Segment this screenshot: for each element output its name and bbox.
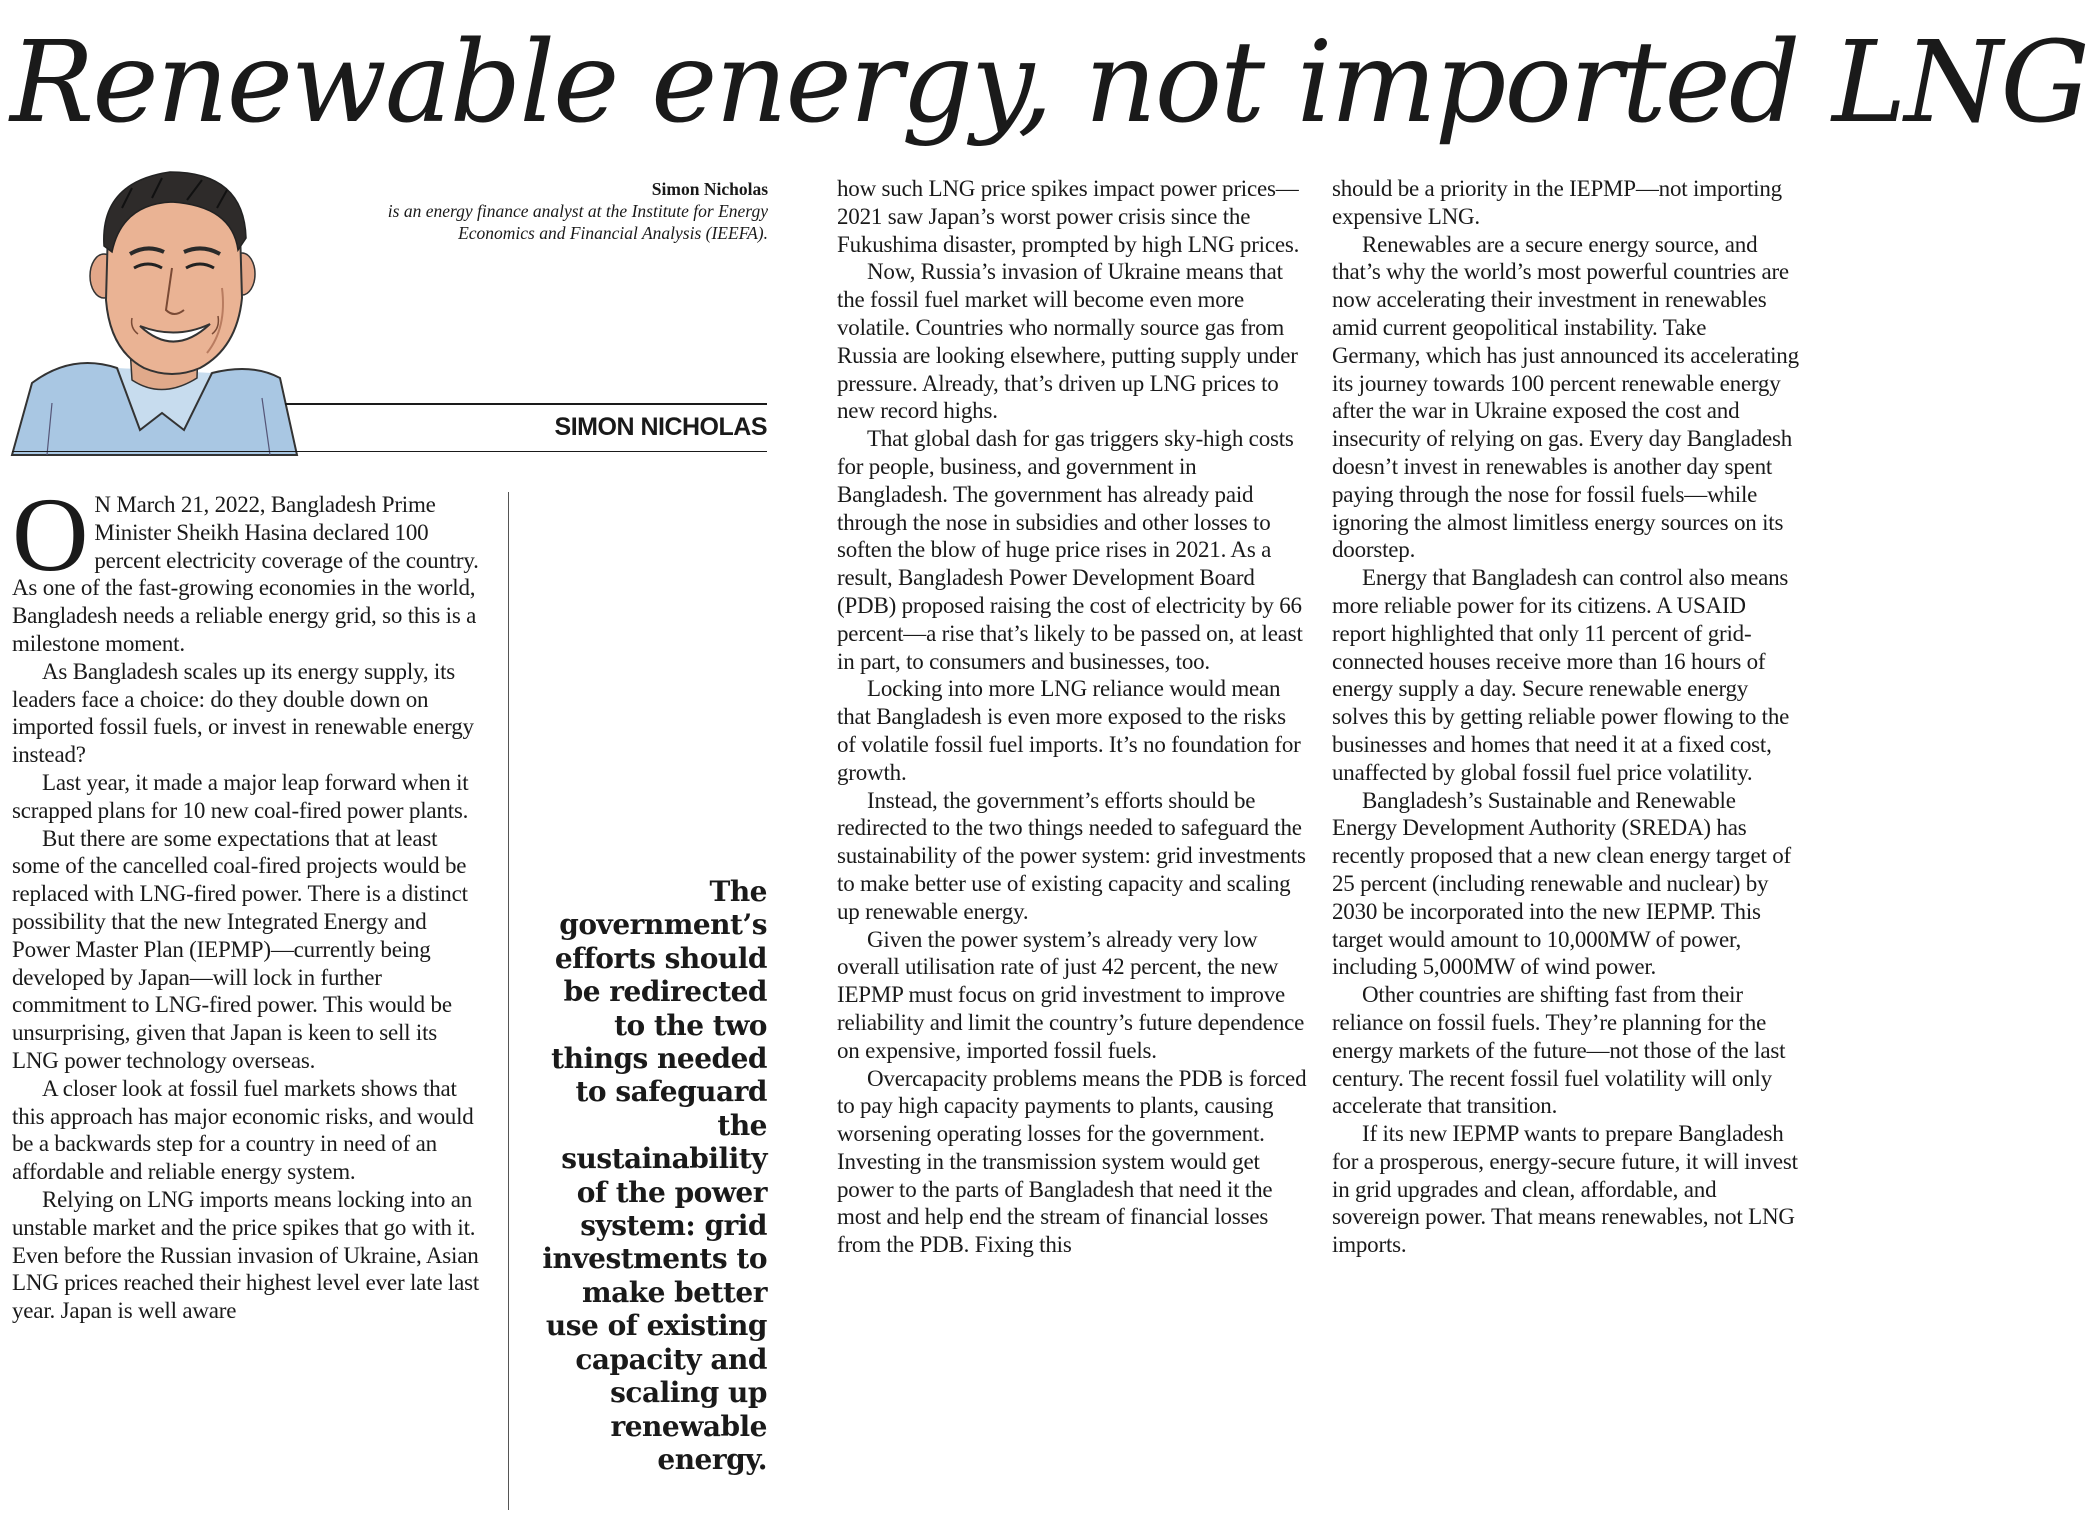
article-paragraph: A closer look at fossil fuel markets shows that this approach has major economic risks, and would be a backwards step for a country in need of an affordable and reliable energy system. bbox=[12, 1075, 474, 1185]
article-paragraph: Other countries are shifting fast from their reliance on fossil fuels. They’re planning for the energy markets of the future—not those of the last century. The recent fossil fuel volatility will only accelerate that transition. bbox=[1332, 982, 1786, 1119]
article-paragraph: Renewables are a secure energy source, and that’s why the world’s most powerful countries are now accelerating their investment in renewables amid current geopolitical instability. Take Germany, which has just announced its accelerating its journey towards 100 percent renewable energy after the war in Ukraine exposed the cost and insecurity of relying on gas. Every day Bangladesh doesn’t invest in renewables is another day spent paying through the nose for fossil fuels—while ignoring the almost limitless energy sources on its doorstep. bbox=[1332, 231, 1799, 563]
article-paragraph: That global dash for gas triggers sky-high costs for people, business, and government in Bangladesh. The government has already paid through the nose in subsidies and other losses to soften the blow of huge price rises in 2021. As a result, Bangladesh Power Development Board (PDB) proposed raising the cost of electricity by 66 percent—a rise that’s likely to be passed on, at least in part, to consumers and businesses, too. bbox=[837, 426, 1303, 674]
article-paragraph: Overcapacity problems means the PDB is forced to pay high capacity payments to plants, causing worsening operating losses for the government. Investing in the transmission system would get power to the parts of Bangladesh that need it the most and help end the stream of financial losses from the PDB. Fixing this bbox=[837, 1065, 1307, 1258]
author-description: is an energy finance analyst at the Institute for Energy Economics and Financial Analysis (IEEFA). bbox=[387, 201, 768, 243]
article-paragraph: As Bangladesh scales up its energy supply, its leaders face a choice: do they double down on imported fossil fuels, or invest in renewable energy instead? bbox=[12, 658, 474, 768]
author-bio bbox=[360, 178, 768, 244]
article-paragraph: Instead, the government’s efforts should be redirected to the two things needed to safeguard the sustainability of the power system: grid investments to make better use of existing capacity and scaling up renewable energy. bbox=[837, 787, 1306, 924]
article-paragraph: Now, Russia’s invasion of Ukraine means that the fossil fuel market will become even more volatile. Countries who normally source gas from Russia are looking elsewhere, putting supply under pressure. Already, that’s driven up LNG prices to new record highs. bbox=[837, 259, 1298, 424]
pull-quote: The government’s efforts should be redirected to the two things needed to safeguard the sustainability of the power system: grid investments to make better use of existing capacity and scaling up renewable energy. bbox=[542, 875, 767, 1476]
headline: Renewable energy, not imported LNG bbox=[10, 18, 2088, 148]
article-paragraph bbox=[12, 476, 487, 658]
article-paragraph: Relying on LNG imports means locking into an unstable market and the price spikes that go with it. Even before the Russian invasion of Ukraine, Asian LNG prices reached their highest level ever late last year. Japan is well aware bbox=[12, 1186, 480, 1324]
article-column-1 bbox=[12, 476, 487, 1325]
drop-cap: O bbox=[12, 476, 89, 593]
article-paragraph: If its new IEPMP wants to prepare Bangladesh for a prosperous, energy-secure future, it will invest in grid upgrades and clean, affordable, and sovereign power. That means renewables, not LNG imports. bbox=[1332, 1121, 1798, 1258]
byline: SIMON NICHOLAS bbox=[554, 413, 767, 441]
article-column-2 bbox=[837, 175, 1307, 1259]
author-name: Simon Nicholas bbox=[651, 179, 768, 199]
author-portrait-illustration bbox=[12, 168, 317, 455]
paragraph-text: N March 21, 2022, Bangladesh Prime Minister Sheikh Hasina declared 100 percent electricity coverage of the country. As one of the fast-growing economies in the world, Bangladesh needs a reliable energy grid, so this is a milestone moment. bbox=[12, 492, 479, 656]
article-paragraph: Energy that Bangladesh can control also means more reliable power for its citizens. A USAID report highlighted that only 11 percent of grid-connected houses receive more than 16 hours of energy supply a day. Secure renewable energy solves this by getting reliable power flowing to the businesses and homes that need it at a fixed cost, unaffected by global fossil fuel price volatility. bbox=[1332, 565, 1790, 785]
article-paragraph: should be a priority in the IEPMP—not importing expensive LNG. bbox=[1332, 176, 1782, 229]
article-column-3 bbox=[1332, 175, 1800, 1259]
byline-rule-bottom bbox=[12, 451, 767, 452]
article-paragraph: Given the power system’s already very low overall utilisation rate of just 42 percent, the new IEPMP must focus on grid investment to improve reliability and limit the country’s future dependence on expensive, imported fossil fuels. bbox=[837, 926, 1305, 1063]
column-divider bbox=[508, 492, 509, 1510]
article-paragraph: Bangladesh’s Sustainable and Renewable Energy Development Authority (SREDA) has recently proposed that a new clean energy target of 25 percent (including renewable and nuclear) by 2030 be incorporated into the new IEPMP. This target would amount to 10,000MW of power, including 5,000MW of wind power. bbox=[1332, 787, 1791, 980]
article-paragraph: Last year, it made a major leap forward when it scrapped plans for 10 new coal-fired power plants. bbox=[12, 769, 469, 823]
article-paragraph: But there are some expectations that at least some of the cancelled coal-fired projects would be replaced with LNG-fired power. There is a distinct possibility that the new Integrated Energy and Power Master Plan (IEPMP)—currently being developed by Japan—will lock in further commitment to LNG-fired power. This would be unsurprising, given that Japan is keen to sell its LNG power technology overseas. bbox=[12, 825, 468, 1073]
byline-rule-top bbox=[285, 403, 767, 405]
article-paragraph: how such LNG price spikes impact power prices—2021 saw Japan’s worst power crisis since the Fukushima disaster, prompted by high LNG prices. bbox=[837, 176, 1300, 257]
article-paragraph: Locking into more LNG reliance would mean that Bangladesh is even more exposed to the risks of volatile fossil fuel imports. It’s no foundation for growth. bbox=[837, 676, 1301, 785]
